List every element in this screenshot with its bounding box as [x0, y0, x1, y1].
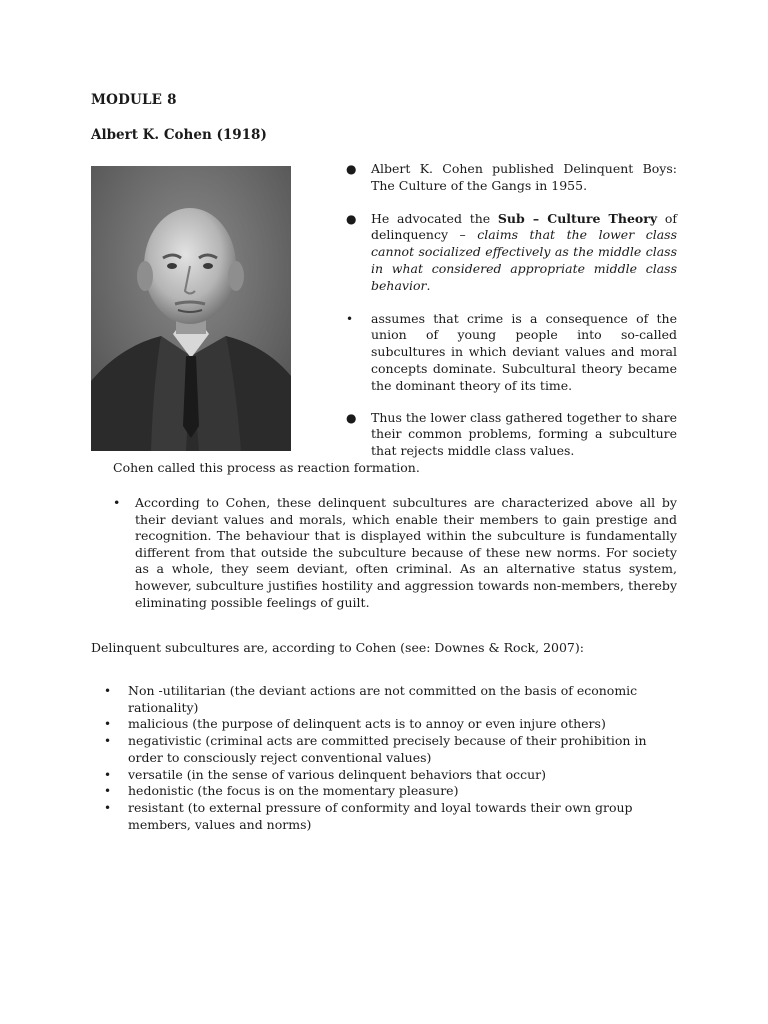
bullet-icon: • [104, 734, 112, 749]
bullet-icon: • [104, 784, 112, 799]
bullet-text-pre: He advocated the [371, 210, 498, 226]
bullet-icon: • [104, 684, 112, 698]
list-item [104, 767, 678, 784]
bullet-icon: • [104, 717, 112, 732]
bullet-icon: ● [346, 410, 357, 425]
bullet-icon: ● [346, 211, 357, 226]
delinquent-intro: Delinquent subcultures are, according to Cohen (see: Downes & Rock, 2007): [91, 640, 584, 655]
top-bullet-list [345, 161, 677, 460]
list-item [345, 311, 677, 395]
bullet-icon: ● [346, 162, 357, 176]
list-item [113, 495, 677, 611]
trait-text: versatile (in the sense of various delinquent behaviors that occur) [128, 766, 547, 782]
list-item [345, 161, 677, 195]
list-item [104, 800, 678, 833]
theory-claim: claims that the lower class cannot socialized effectively as the middle class in what considered appropriate middle class behavior [371, 227, 677, 293]
list-item [104, 716, 678, 733]
theory-name: Sub – Culture Theory [497, 210, 658, 226]
bullet-text-end: . [426, 277, 431, 293]
list-item [345, 211, 677, 295]
bullet-text: Albert K. Cohen published Delinquent Boys: The Culture of the Gangs in 1955. [371, 161, 677, 193]
trait-text: negativistic (criminal acts are committed precisely because of their prohibition in order to consciously reject conventional values) [128, 733, 647, 765]
author-heading: Albert K. Cohen (1918) [91, 127, 267, 143]
bullet-icon: • [346, 311, 354, 326]
bullet-icon: • [104, 767, 112, 782]
list-item [104, 733, 678, 766]
list-item [345, 410, 677, 460]
cohen-paragraph: According to Cohen, these delinquent subcultures are characterized above all by their deviant values and morals, which enable their members to gain prestige and recognition. The behaviour that is displayed within the subculture is fundamentally different from that outside the subculture because of these new norms. For society as a whole, they seem deviant, often criminal. As an alternative status system, however, subculture justifies hostility and aggression towards non-members, thereby eliminating possible feelings of guilt. [135, 495, 677, 610]
cohen-paragraph-list [113, 495, 677, 611]
list-item [104, 783, 678, 800]
trait-text: malicious (the purpose of delinquent acts is to annoy or even injure others) [128, 716, 606, 732]
portrait-illustration [91, 166, 291, 451]
traits-list [104, 683, 678, 833]
bullet-icon: • [104, 800, 112, 815]
trait-text: resistant (to external pressure of conformity and loyal towards their own group members, values and norms) [128, 799, 633, 832]
reaction-formation-text: Cohen called this process as reaction formation. [113, 460, 420, 475]
list-item [104, 683, 678, 716]
bullet-icon: • [113, 495, 121, 510]
trait-text: Non -utilitarian (the deviant actions are not committed on the basis of economic rationality) [128, 683, 638, 715]
module-heading: MODULE 8 [91, 92, 177, 108]
bullet-text: Thus the lower class gathered together to share their common problems, forming a subculture that rejects middle class values. [371, 409, 677, 459]
bullet-text: assumes that crime is a consequence of the union of young people into so-called subcultures in which deviant values and moral concepts dominate. Subcultural theory became the dominant theory of its time. [371, 310, 677, 393]
bullet-text-mid: of delinquency – [371, 210, 677, 243]
portrait-photo [91, 166, 291, 451]
trait-text: hedonistic (the focus is on the momentary pleasure) [128, 783, 459, 799]
